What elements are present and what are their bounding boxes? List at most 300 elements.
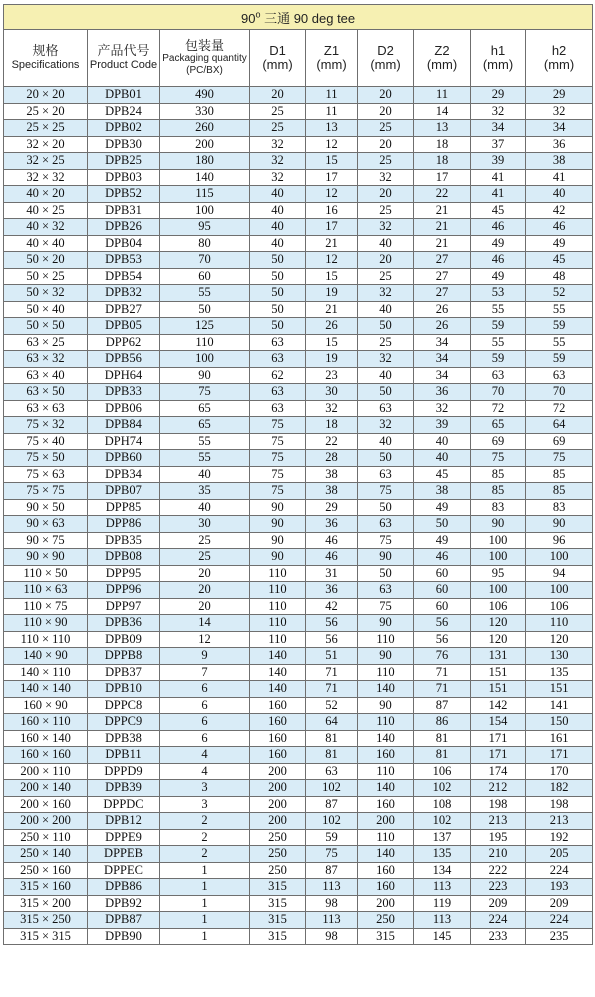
cell-specification: 63 × 25 xyxy=(4,334,88,351)
cell-d2: 63 xyxy=(358,516,414,533)
cell-z1: 71 xyxy=(306,681,358,698)
cell-product-code: DPB35 xyxy=(88,532,160,549)
cell-d2: 90 xyxy=(358,549,414,566)
cell-h1: 53 xyxy=(471,285,526,302)
cell-d2: 40 xyxy=(358,301,414,318)
cell-product-code: DPB56 xyxy=(88,351,160,368)
cell-specification: 160 × 90 xyxy=(4,697,88,714)
cell-d2: 63 xyxy=(358,582,414,599)
cell-d2: 20 xyxy=(358,103,414,120)
cell-h2: 32 xyxy=(526,103,593,120)
cell-d1: 75 xyxy=(250,417,306,434)
cell-z1: 26 xyxy=(306,318,358,335)
cell-h2: 69 xyxy=(526,433,593,450)
cell-specification: 63 × 32 xyxy=(4,351,88,368)
cell-z1: 87 xyxy=(306,796,358,813)
cell-product-code: DPB31 xyxy=(88,202,160,219)
cell-z2: 40 xyxy=(414,450,471,467)
cell-h1: 198 xyxy=(471,796,526,813)
cell-product-code: DPB10 xyxy=(88,681,160,698)
cell-packaging-qty: 115 xyxy=(160,186,250,203)
cell-h1: 142 xyxy=(471,697,526,714)
cell-d1: 40 xyxy=(250,186,306,203)
cell-d1: 63 xyxy=(250,384,306,401)
cell-h2: 193 xyxy=(526,879,593,896)
cell-z2: 134 xyxy=(414,862,471,879)
cell-d2: 110 xyxy=(358,714,414,731)
cell-d2: 160 xyxy=(358,747,414,764)
cell-z1: 23 xyxy=(306,367,358,384)
table-row xyxy=(4,433,593,450)
cell-z2: 39 xyxy=(414,417,471,434)
cell-product-code: DPB30 xyxy=(88,136,160,153)
cell-specification: 75 × 63 xyxy=(4,466,88,483)
table-row xyxy=(4,532,593,549)
cell-z1: 38 xyxy=(306,466,358,483)
cell-product-code: DPB37 xyxy=(88,664,160,681)
cell-d2: 90 xyxy=(358,615,414,632)
cell-product-code: DPB87 xyxy=(88,912,160,929)
cell-d2: 110 xyxy=(358,763,414,780)
cell-h2: 42 xyxy=(526,202,593,219)
cell-specification: 40 × 40 xyxy=(4,235,88,252)
header-packaging: 包装量 Packaging quantity (PC/BX) xyxy=(160,30,250,87)
cell-z1: 19 xyxy=(306,351,358,368)
cell-product-code: DPP96 xyxy=(88,582,160,599)
cell-z2: 46 xyxy=(414,549,471,566)
cell-d2: 75 xyxy=(358,483,414,500)
cell-h2: 182 xyxy=(526,780,593,797)
cell-h1: 100 xyxy=(471,549,526,566)
cell-packaging-qty: 260 xyxy=(160,120,250,137)
cell-specification: 40 × 20 xyxy=(4,186,88,203)
cell-z1: 52 xyxy=(306,697,358,714)
cell-h2: 235 xyxy=(526,928,593,945)
cell-h2: 48 xyxy=(526,268,593,285)
cell-z1: 81 xyxy=(306,730,358,747)
cell-specification: 315 × 250 xyxy=(4,912,88,929)
cell-packaging-qty: 1 xyxy=(160,928,250,945)
cell-h2: 55 xyxy=(526,334,593,351)
cell-d1: 75 xyxy=(250,483,306,500)
cell-specification: 90 × 63 xyxy=(4,516,88,533)
cell-z1: 21 xyxy=(306,235,358,252)
cell-z1: 11 xyxy=(306,103,358,120)
cell-specification: 250 × 140 xyxy=(4,846,88,863)
cell-h1: 83 xyxy=(471,499,526,516)
cell-d2: 50 xyxy=(358,565,414,582)
cell-d1: 110 xyxy=(250,615,306,632)
cell-specification: 63 × 63 xyxy=(4,400,88,417)
cell-specification: 50 × 25 xyxy=(4,268,88,285)
cell-specification: 40 × 32 xyxy=(4,219,88,236)
cell-product-code: DPB25 xyxy=(88,153,160,170)
cell-h2: 90 xyxy=(526,516,593,533)
column-header-row xyxy=(4,30,593,87)
title-degree: o xyxy=(255,9,261,20)
cell-h1: 49 xyxy=(471,268,526,285)
cell-h2: 29 xyxy=(526,87,593,104)
table-row xyxy=(4,697,593,714)
cell-h1: 222 xyxy=(471,862,526,879)
table-row xyxy=(4,549,593,566)
cell-packaging-qty: 1 xyxy=(160,879,250,896)
cell-specification: 140 × 90 xyxy=(4,648,88,665)
cell-h2: 64 xyxy=(526,417,593,434)
cell-h2: 106 xyxy=(526,598,593,615)
cell-z1: 28 xyxy=(306,450,358,467)
cell-h1: 151 xyxy=(471,681,526,698)
cell-d2: 140 xyxy=(358,681,414,698)
cell-h1: 37 xyxy=(471,136,526,153)
table-row xyxy=(4,829,593,846)
cell-d2: 50 xyxy=(358,318,414,335)
cell-h1: 55 xyxy=(471,334,526,351)
cell-h2: 40 xyxy=(526,186,593,203)
cell-d1: 50 xyxy=(250,318,306,335)
cell-z1: 63 xyxy=(306,763,358,780)
cell-packaging-qty: 4 xyxy=(160,747,250,764)
table-row xyxy=(4,252,593,269)
cell-d2: 40 xyxy=(358,367,414,384)
cell-specification: 20 × 20 xyxy=(4,87,88,104)
cell-h1: 41 xyxy=(471,186,526,203)
cell-z1: 98 xyxy=(306,895,358,912)
cell-h1: 171 xyxy=(471,730,526,747)
table-row xyxy=(4,763,593,780)
cell-product-code: DPB39 xyxy=(88,780,160,797)
table-row xyxy=(4,631,593,648)
table-row xyxy=(4,846,593,863)
cell-z1: 42 xyxy=(306,598,358,615)
cell-h1: 131 xyxy=(471,648,526,665)
cell-product-code: DPB02 xyxy=(88,120,160,137)
cell-d1: 32 xyxy=(250,153,306,170)
cell-specification: 90 × 50 xyxy=(4,499,88,516)
table-row xyxy=(4,351,593,368)
cell-h2: 198 xyxy=(526,796,593,813)
cell-h1: 45 xyxy=(471,202,526,219)
cell-d1: 75 xyxy=(250,450,306,467)
cell-specification: 50 × 32 xyxy=(4,285,88,302)
cell-product-code: DPB38 xyxy=(88,730,160,747)
cell-z2: 36 xyxy=(414,384,471,401)
cell-packaging-qty: 2 xyxy=(160,846,250,863)
cell-specification: 75 × 50 xyxy=(4,450,88,467)
cell-specification: 25 × 20 xyxy=(4,103,88,120)
cell-d1: 110 xyxy=(250,598,306,615)
cell-h2: 209 xyxy=(526,895,593,912)
cell-h1: 100 xyxy=(471,532,526,549)
cell-d2: 63 xyxy=(358,400,414,417)
cell-product-code: DPB06 xyxy=(88,400,160,417)
table-row xyxy=(4,235,593,252)
cell-d2: 140 xyxy=(358,846,414,863)
cell-specification: 160 × 160 xyxy=(4,747,88,764)
cell-d1: 50 xyxy=(250,268,306,285)
cell-specification: 32 × 25 xyxy=(4,153,88,170)
cell-z1: 29 xyxy=(306,499,358,516)
cell-z1: 11 xyxy=(306,87,358,104)
cell-d1: 200 xyxy=(250,780,306,797)
cell-specification: 63 × 50 xyxy=(4,384,88,401)
cell-specification: 90 × 75 xyxy=(4,532,88,549)
cell-product-code: DPB04 xyxy=(88,235,160,252)
cell-z1: 102 xyxy=(306,813,358,830)
cell-z2: 13 xyxy=(414,120,471,137)
cell-h2: 85 xyxy=(526,483,593,500)
table-row xyxy=(4,202,593,219)
cell-d1: 140 xyxy=(250,648,306,665)
cell-z2: 27 xyxy=(414,252,471,269)
spec-table xyxy=(3,4,593,945)
table-row xyxy=(4,466,593,483)
cell-h1: 65 xyxy=(471,417,526,434)
cell-z2: 21 xyxy=(414,202,471,219)
cell-h2: 38 xyxy=(526,153,593,170)
cell-packaging-qty: 6 xyxy=(160,681,250,698)
table-row xyxy=(4,895,593,912)
cell-h2: 36 xyxy=(526,136,593,153)
cell-product-code: DPB12 xyxy=(88,813,160,830)
cell-h2: 224 xyxy=(526,912,593,929)
cell-h1: 46 xyxy=(471,219,526,236)
cell-specification: 63 × 40 xyxy=(4,367,88,384)
cell-d1: 50 xyxy=(250,252,306,269)
cell-z1: 87 xyxy=(306,862,358,879)
cell-d1: 62 xyxy=(250,367,306,384)
title-text: 三通 90 deg tee xyxy=(260,10,356,26)
cell-d2: 50 xyxy=(358,384,414,401)
cell-d1: 32 xyxy=(250,136,306,153)
cell-h1: 233 xyxy=(471,928,526,945)
table-row xyxy=(4,862,593,879)
cell-specification: 40 × 25 xyxy=(4,202,88,219)
table-row xyxy=(4,565,593,582)
cell-d1: 160 xyxy=(250,714,306,731)
cell-packaging-qty: 25 xyxy=(160,549,250,566)
cell-z1: 98 xyxy=(306,928,358,945)
cell-d1: 90 xyxy=(250,516,306,533)
cell-z1: 12 xyxy=(306,136,358,153)
cell-packaging-qty: 2 xyxy=(160,813,250,830)
cell-packaging-qty: 20 xyxy=(160,598,250,615)
cell-packaging-qty: 125 xyxy=(160,318,250,335)
header-h2: h2 (mm) xyxy=(526,30,593,87)
cell-h1: 70 xyxy=(471,384,526,401)
table-row xyxy=(4,334,593,351)
cell-z1: 17 xyxy=(306,219,358,236)
table-row xyxy=(4,780,593,797)
table-row xyxy=(4,417,593,434)
cell-product-code: DPP62 xyxy=(88,334,160,351)
cell-h1: 213 xyxy=(471,813,526,830)
cell-h1: 212 xyxy=(471,780,526,797)
table-row xyxy=(4,681,593,698)
table-row xyxy=(4,136,593,153)
cell-d1: 50 xyxy=(250,285,306,302)
cell-d1: 90 xyxy=(250,532,306,549)
cell-d2: 75 xyxy=(358,598,414,615)
cell-z2: 40 xyxy=(414,433,471,450)
cell-h1: 120 xyxy=(471,631,526,648)
cell-packaging-qty: 12 xyxy=(160,631,250,648)
table-row xyxy=(4,582,593,599)
cell-d1: 140 xyxy=(250,664,306,681)
cell-z2: 71 xyxy=(414,664,471,681)
table-row xyxy=(4,301,593,318)
header-product-code: 产品代号 Product Code xyxy=(88,30,160,87)
table-row xyxy=(4,318,593,335)
table-row xyxy=(4,120,593,137)
cell-product-code: DPB86 xyxy=(88,879,160,896)
cell-d1: 20 xyxy=(250,87,306,104)
header-z1: Z1 (mm) xyxy=(306,30,358,87)
table-title-row xyxy=(4,5,593,30)
table-row xyxy=(4,384,593,401)
cell-packaging-qty: 6 xyxy=(160,730,250,747)
cell-product-code: DPPC9 xyxy=(88,714,160,731)
cell-packaging-qty: 1 xyxy=(160,895,250,912)
cell-specification: 75 × 75 xyxy=(4,483,88,500)
cell-product-code: DPH64 xyxy=(88,367,160,384)
cell-z2: 21 xyxy=(414,219,471,236)
cell-d2: 40 xyxy=(358,433,414,450)
cell-d1: 250 xyxy=(250,846,306,863)
cell-h2: 151 xyxy=(526,681,593,698)
table-row xyxy=(4,186,593,203)
table-row xyxy=(4,285,593,302)
cell-z2: 113 xyxy=(414,912,471,929)
cell-h1: 69 xyxy=(471,433,526,450)
cell-h1: 106 xyxy=(471,598,526,615)
table-row xyxy=(4,450,593,467)
cell-specification: 32 × 32 xyxy=(4,169,88,186)
cell-packaging-qty: 180 xyxy=(160,153,250,170)
cell-d1: 90 xyxy=(250,499,306,516)
cell-h2: 120 xyxy=(526,631,593,648)
cell-specification: 110 × 50 xyxy=(4,565,88,582)
cell-h1: 100 xyxy=(471,582,526,599)
cell-specification: 200 × 200 xyxy=(4,813,88,830)
cell-d1: 25 xyxy=(250,120,306,137)
cell-z2: 56 xyxy=(414,631,471,648)
cell-h2: 150 xyxy=(526,714,593,731)
cell-z1: 15 xyxy=(306,334,358,351)
cell-h2: 45 xyxy=(526,252,593,269)
cell-h1: 210 xyxy=(471,846,526,863)
cell-product-code: DPPB8 xyxy=(88,648,160,665)
cell-d2: 50 xyxy=(358,499,414,516)
table-row xyxy=(4,367,593,384)
cell-d2: 25 xyxy=(358,153,414,170)
cell-specification: 90 × 90 xyxy=(4,549,88,566)
cell-product-code: DPB92 xyxy=(88,895,160,912)
cell-z1: 64 xyxy=(306,714,358,731)
cell-packaging-qty: 3 xyxy=(160,780,250,797)
cell-packaging-qty: 50 xyxy=(160,301,250,318)
cell-specification: 200 × 110 xyxy=(4,763,88,780)
cell-specification: 50 × 20 xyxy=(4,252,88,269)
cell-z1: 113 xyxy=(306,912,358,929)
table-row xyxy=(4,879,593,896)
cell-z2: 108 xyxy=(414,796,471,813)
cell-specification: 32 × 20 xyxy=(4,136,88,153)
cell-d1: 200 xyxy=(250,796,306,813)
table-row xyxy=(4,747,593,764)
cell-z1: 31 xyxy=(306,565,358,582)
cell-z1: 16 xyxy=(306,202,358,219)
table-row xyxy=(4,664,593,681)
cell-d1: 50 xyxy=(250,301,306,318)
cell-packaging-qty: 55 xyxy=(160,433,250,450)
cell-z2: 86 xyxy=(414,714,471,731)
cell-d1: 110 xyxy=(250,631,306,648)
cell-z1: 36 xyxy=(306,516,358,533)
cell-d2: 32 xyxy=(358,219,414,236)
cell-h1: 85 xyxy=(471,483,526,500)
cell-z2: 71 xyxy=(414,681,471,698)
cell-specification: 315 × 200 xyxy=(4,895,88,912)
cell-z2: 34 xyxy=(414,351,471,368)
cell-h2: 63 xyxy=(526,367,593,384)
cell-d1: 140 xyxy=(250,681,306,698)
cell-z2: 32 xyxy=(414,400,471,417)
cell-z2: 106 xyxy=(414,763,471,780)
cell-z2: 60 xyxy=(414,582,471,599)
cell-d1: 315 xyxy=(250,895,306,912)
cell-product-code: DPPE9 xyxy=(88,829,160,846)
table-row xyxy=(4,219,593,236)
cell-packaging-qty: 20 xyxy=(160,565,250,582)
cell-d2: 160 xyxy=(358,862,414,879)
cell-h1: 32 xyxy=(471,103,526,120)
cell-d1: 250 xyxy=(250,862,306,879)
cell-z2: 76 xyxy=(414,648,471,665)
cell-h1: 171 xyxy=(471,747,526,764)
cell-product-code: DPB84 xyxy=(88,417,160,434)
cell-z1: 17 xyxy=(306,169,358,186)
table-row xyxy=(4,87,593,104)
cell-d1: 90 xyxy=(250,549,306,566)
cell-d2: 90 xyxy=(358,648,414,665)
cell-z1: 12 xyxy=(306,252,358,269)
cell-product-code: DPPDC xyxy=(88,796,160,813)
cell-d2: 32 xyxy=(358,169,414,186)
cell-product-code: DPB26 xyxy=(88,219,160,236)
cell-packaging-qty: 7 xyxy=(160,664,250,681)
cell-h1: 59 xyxy=(471,318,526,335)
cell-z2: 50 xyxy=(414,516,471,533)
cell-z2: 81 xyxy=(414,730,471,747)
cell-packaging-qty: 330 xyxy=(160,103,250,120)
cell-d1: 63 xyxy=(250,351,306,368)
cell-h2: 130 xyxy=(526,648,593,665)
header-h1: h1 (mm) xyxy=(471,30,526,87)
table-row xyxy=(4,268,593,285)
cell-product-code: DPPD9 xyxy=(88,763,160,780)
cell-specification: 110 × 90 xyxy=(4,615,88,632)
cell-packaging-qty: 2 xyxy=(160,829,250,846)
cell-d1: 75 xyxy=(250,433,306,450)
cell-h1: 39 xyxy=(471,153,526,170)
cell-d2: 20 xyxy=(358,186,414,203)
cell-z2: 21 xyxy=(414,235,471,252)
cell-product-code: DPB90 xyxy=(88,928,160,945)
cell-packaging-qty: 20 xyxy=(160,582,250,599)
cell-h2: 55 xyxy=(526,301,593,318)
cell-specification: 200 × 140 xyxy=(4,780,88,797)
